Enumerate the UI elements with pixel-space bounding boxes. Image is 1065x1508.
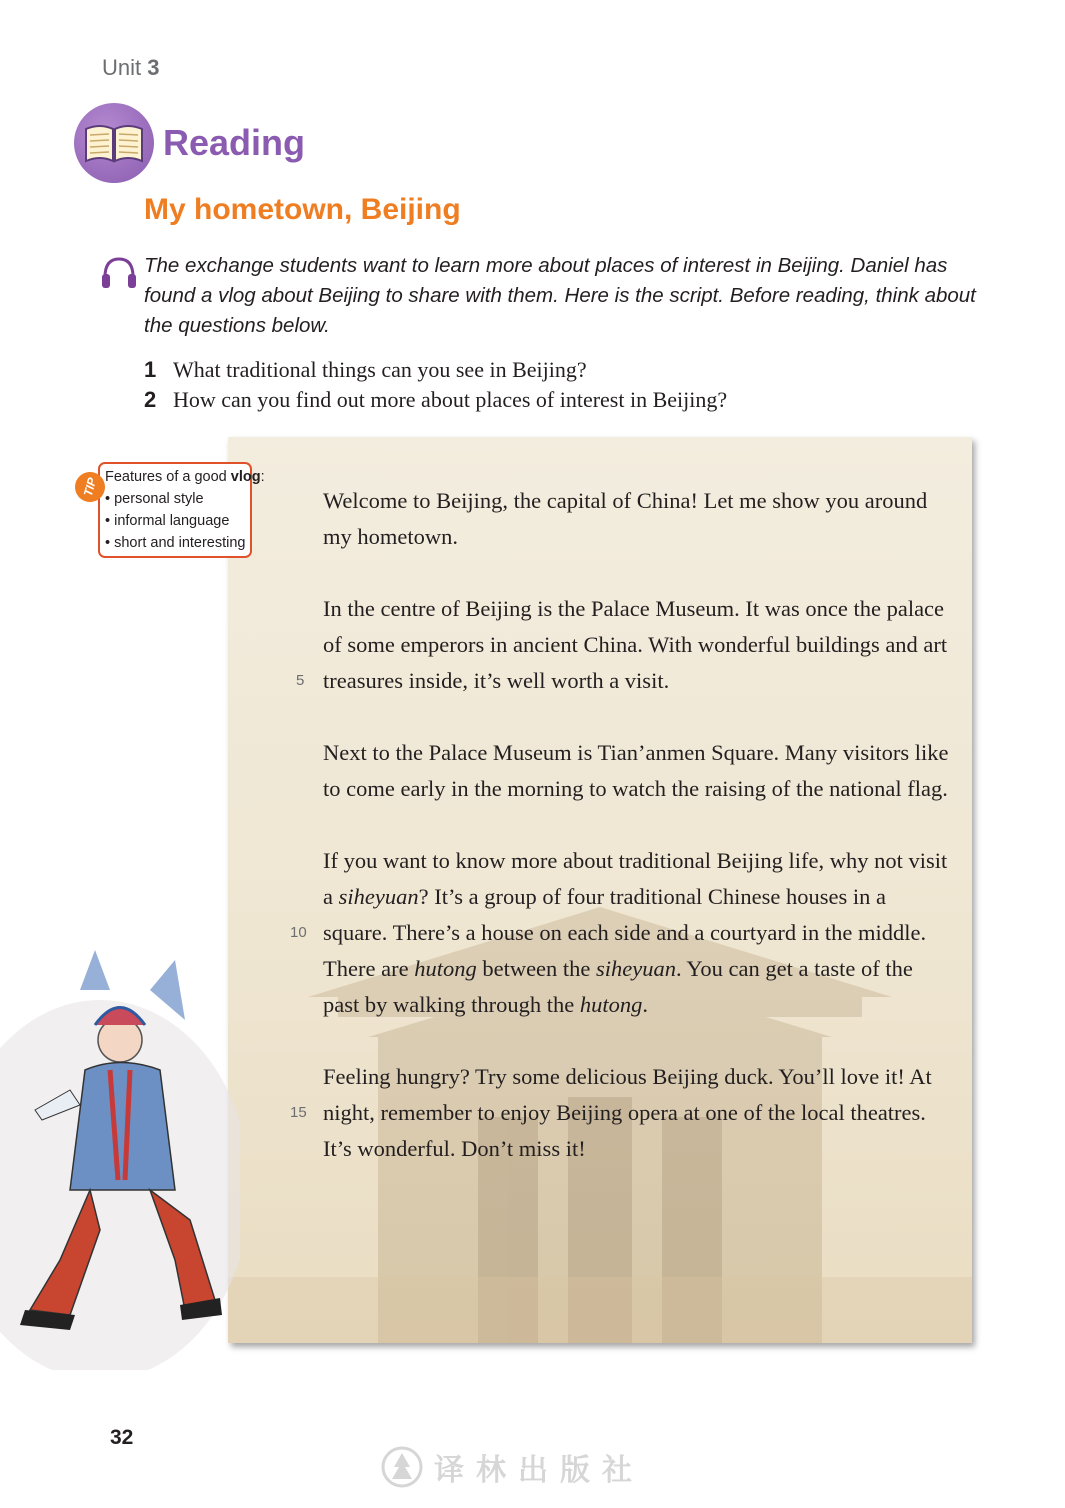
tip-item: • short and interesting xyxy=(105,532,265,554)
tip-item: • personal style xyxy=(105,488,265,510)
publisher-watermark xyxy=(380,1445,644,1489)
line-number-10: 10 xyxy=(290,924,307,941)
tip-heading-text: Features of a good xyxy=(105,469,231,485)
paragraph-3: Next to the Palace Museum is Tian’anmen Square. Many visitors like to come early in the morning to watch the raising of the national flag. xyxy=(323,740,949,801)
page-number: 32 xyxy=(110,1426,134,1449)
p4-text: . You can get a taste of the past by walking through the xyxy=(323,956,913,1017)
paragraph-5: Feeling hungry? Try some delicious Beijing duck. You’ll love it! At night, remember to enjoy Beijing opera at one of the local theatres. It’s wonderful. Don’t miss it! xyxy=(323,1064,932,1161)
question-2 xyxy=(144,385,727,415)
tip-item: • informal language xyxy=(105,510,265,532)
question-1 xyxy=(144,355,727,385)
tip-content xyxy=(105,466,265,554)
paragraph-1: Welcome to Beijing, the capital of China! Let me show you around my hometown. xyxy=(323,488,928,549)
tip-list xyxy=(105,488,265,554)
unit-word: Unit xyxy=(102,55,142,80)
lesson-title: My hometown, Beijing xyxy=(144,193,461,226)
passage-text xyxy=(323,483,953,1203)
question-text: How can you find out more about places of interest in Beijing? xyxy=(173,387,728,412)
headphones-icon[interactable] xyxy=(100,255,138,296)
publisher-name: 译林出版社 xyxy=(434,1453,644,1488)
section-title: Reading xyxy=(163,122,306,163)
p4-text: between the xyxy=(476,956,597,981)
paragraph-2: In the centre of Beijing is the Palace Museum. It was once the palace of some emperors in ancient China. With wonderful buildings and art treasures inside, it’s well worth a visit. xyxy=(323,596,948,693)
book-icon xyxy=(74,103,154,183)
paragraph-4 xyxy=(323,843,953,1023)
opera-performer-illustration xyxy=(0,930,240,1370)
tip-badge: TIP xyxy=(72,469,109,506)
p4-text: . xyxy=(642,992,648,1017)
p4-text: ? It’s a group of four traditional Chinese houses in a square. There’s a house on each side and a courtyard in the middle. There are xyxy=(323,884,927,981)
line-number-15: 15 xyxy=(290,1104,307,1121)
question-number: 2 xyxy=(144,387,157,412)
tip-heading-colon: : xyxy=(260,469,265,485)
tip-heading xyxy=(105,466,265,488)
publisher-logo-icon xyxy=(380,1445,424,1489)
pre-reading-questions xyxy=(144,355,727,415)
unit-number: 3 xyxy=(147,55,160,80)
unit-label xyxy=(102,55,160,81)
question-number: 1 xyxy=(144,357,157,382)
p4-term: siheyuan xyxy=(338,884,419,909)
p4-term: hutong xyxy=(414,956,477,981)
intro-text: The exchange students want to learn more about places of interest in Beijing. Daniel has found a vlog about Beijing to share with them. Here is the script. Before reading, think about the questions below. xyxy=(144,254,976,337)
line-number-5: 5 xyxy=(296,672,305,689)
p4-term: hutong xyxy=(579,992,643,1017)
tip-heading-keyword: vlog xyxy=(230,469,261,485)
question-text: What traditional things can you see in Beijing? xyxy=(173,357,587,382)
p4-term: siheyuan xyxy=(596,956,677,981)
p4-text: If you want to know more about traditional Beijing life, why not visit a xyxy=(323,848,948,909)
